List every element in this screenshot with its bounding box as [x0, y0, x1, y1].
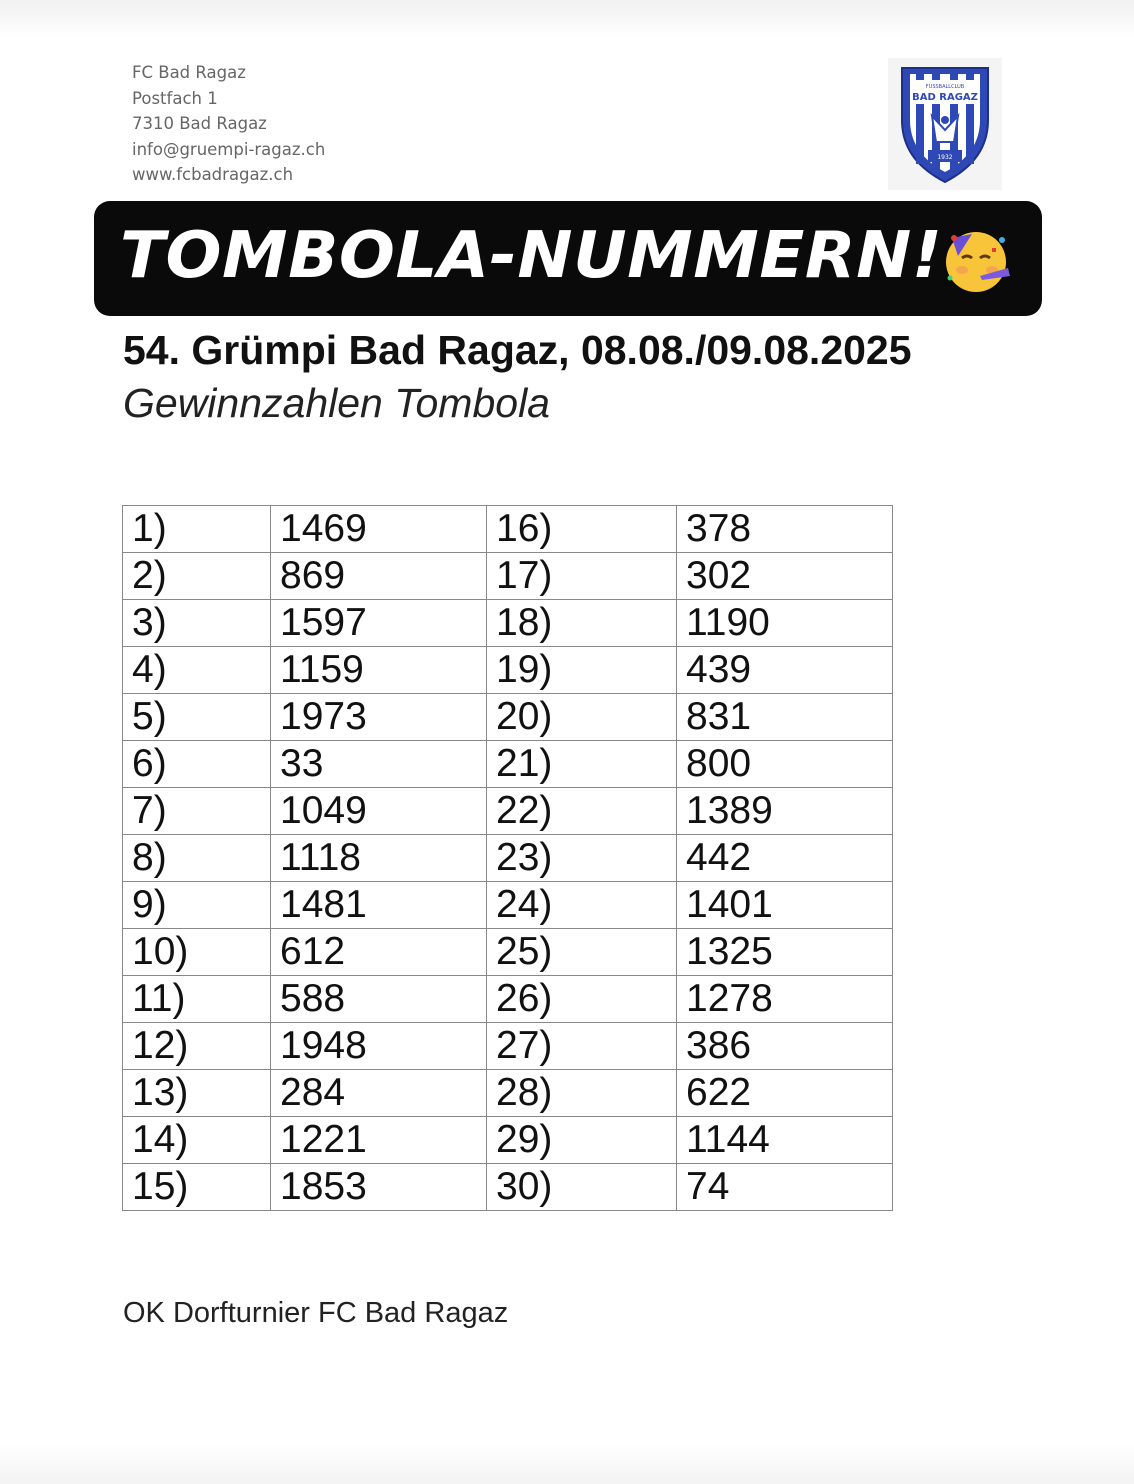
logo-top-text: FUSSBALLCLUB — [925, 84, 965, 90]
rank-cell: 15) — [123, 1164, 271, 1211]
rank-cell: 8) — [123, 835, 271, 882]
number-cell: 302 — [677, 553, 893, 600]
number-cell: 439 — [677, 647, 893, 694]
rank-cell: 12) — [123, 1023, 271, 1070]
top-shadow — [0, 0, 1134, 40]
rank-cell: 11) — [123, 976, 271, 1023]
rank-cell: 2) — [123, 553, 271, 600]
address-line: 7310 Bad Ragaz — [132, 114, 267, 133]
rank-cell: 7) — [123, 788, 271, 835]
bottom-shadow — [0, 1444, 1134, 1484]
rank-cell: 14) — [123, 1117, 271, 1164]
table-row — [123, 1164, 893, 1211]
website-link[interactable]: www.fcbadragaz.ch — [132, 165, 294, 184]
partying-face-icon — [938, 218, 1018, 298]
email-link[interactable]: info@gruempi-ragaz.ch — [132, 139, 326, 159]
number-cell: 1401 — [677, 882, 893, 929]
address-line: Postfach 1 — [132, 88, 218, 108]
rank-cell: 27) — [487, 1023, 677, 1070]
banner-heading: TOMBOLA-NUMMERN! — [120, 219, 943, 293]
number-cell: 1597 — [271, 600, 487, 647]
table-row — [123, 976, 893, 1023]
number-cell: 1190 — [677, 600, 893, 647]
logo-year: 1932 — [937, 154, 953, 161]
page-title: 54. Grümpi Bad Ragaz, 08.08./09.08.2025 — [123, 327, 912, 373]
number-cell: 284 — [271, 1070, 487, 1117]
rank-cell: 28) — [487, 1070, 677, 1117]
rank-cell: 1) — [123, 506, 271, 553]
rank-cell: 13) — [123, 1070, 271, 1117]
rank-cell: 4) — [123, 647, 271, 694]
rank-cell: 25) — [487, 929, 677, 976]
number-cell: 612 — [271, 929, 487, 976]
number-cell: 1973 — [271, 694, 487, 741]
rank-cell: 5) — [123, 694, 271, 741]
number-cell: 800 — [677, 741, 893, 788]
table-row — [123, 882, 893, 929]
number-cell: 1389 — [677, 788, 893, 835]
table-row — [123, 929, 893, 976]
number-cell: 1481 — [271, 882, 487, 929]
rank-cell: 6) — [123, 741, 271, 788]
number-cell: 74 — [677, 1164, 893, 1211]
number-cell: 1278 — [677, 976, 893, 1023]
number-cell: 869 — [271, 553, 487, 600]
number-cell: 1853 — [271, 1164, 487, 1211]
footer-signature: OK Dorfturnier FC Bad Ragaz — [123, 1297, 509, 1329]
rank-cell: 20) — [487, 694, 677, 741]
logo-name: BAD RAGAZ — [912, 92, 978, 103]
number-cell: 1049 — [271, 788, 487, 835]
rank-cell: 21) — [487, 741, 677, 788]
rank-cell: 22) — [487, 788, 677, 835]
rank-cell: 3) — [123, 600, 271, 647]
table-row — [123, 1023, 893, 1070]
table-row — [123, 553, 893, 600]
number-cell: 442 — [677, 835, 893, 882]
table-row — [123, 1117, 893, 1164]
rank-cell: 19) — [487, 647, 677, 694]
table-row — [123, 788, 893, 835]
address-line: FC Bad Ragaz — [132, 63, 246, 82]
page-subtitle: Gewinnzahlen Tombola — [123, 380, 550, 426]
number-cell: 378 — [677, 506, 893, 553]
table-row — [123, 694, 893, 741]
number-cell: 1118 — [271, 835, 487, 882]
rank-cell: 10) — [123, 929, 271, 976]
club-crest-icon — [888, 58, 1002, 190]
table-row — [123, 741, 893, 788]
number-cell: 33 — [271, 741, 487, 788]
rank-cell: 17) — [487, 553, 677, 600]
number-cell: 831 — [677, 694, 893, 741]
table-row — [123, 600, 893, 647]
table-row — [123, 647, 893, 694]
rank-cell: 18) — [487, 600, 677, 647]
number-cell: 1159 — [271, 647, 487, 694]
table-row — [123, 835, 893, 882]
number-cell: 386 — [677, 1023, 893, 1070]
number-cell: 1948 — [271, 1023, 487, 1070]
rank-cell: 23) — [487, 835, 677, 882]
rank-cell: 26) — [487, 976, 677, 1023]
club-logo — [888, 58, 1002, 190]
table-row — [123, 1070, 893, 1117]
table-row — [123, 506, 893, 553]
number-cell: 1144 — [677, 1117, 893, 1164]
number-cell: 588 — [271, 976, 487, 1023]
number-cell: 1325 — [677, 929, 893, 976]
number-cell: 1469 — [271, 506, 487, 553]
number-cell: 1221 — [271, 1117, 487, 1164]
number-cell: 622 — [677, 1070, 893, 1117]
rank-cell: 30) — [487, 1164, 677, 1211]
results-table — [122, 505, 893, 1211]
rank-cell: 29) — [487, 1117, 677, 1164]
sender-address — [132, 60, 325, 188]
rank-cell: 16) — [487, 506, 677, 553]
rank-cell: 24) — [487, 882, 677, 929]
rank-cell: 9) — [123, 882, 271, 929]
